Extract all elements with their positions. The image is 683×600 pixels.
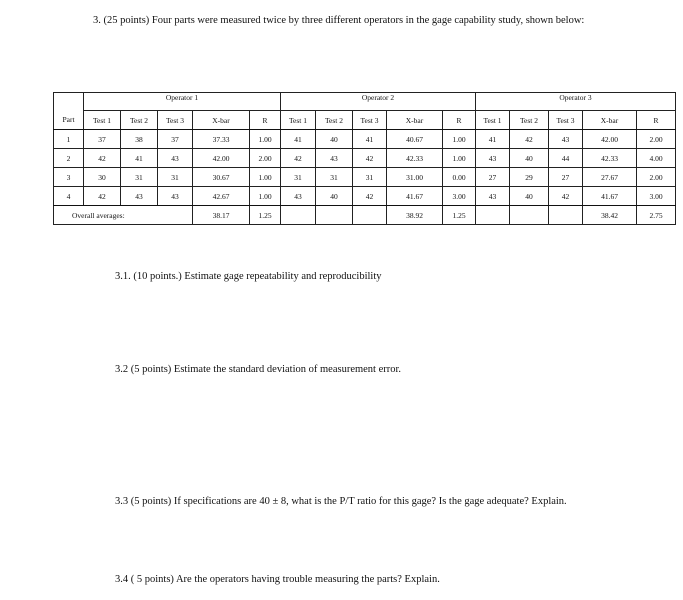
column-header: Test 2 <box>510 111 549 130</box>
table-row <box>54 130 676 149</box>
question-3-4: 3.4 ( 5 points) Are the operators having trouble measuring the parts? Explain. <box>115 574 440 585</box>
table-cell: 41 <box>353 130 387 149</box>
table-cell: 29 <box>510 168 549 187</box>
part-number: 1 <box>54 130 84 149</box>
operator-1-header: Operator 1 <box>84 93 281 111</box>
table-cell: 42 <box>510 130 549 149</box>
table-cell: 40 <box>510 187 549 206</box>
part-number: 4 <box>54 187 84 206</box>
table-cell: 42 <box>84 149 121 168</box>
column-header: Test 1 <box>476 111 510 130</box>
column-header: Test 2 <box>121 111 158 130</box>
table-cell: 1.00 <box>250 187 281 206</box>
empty-cell <box>510 206 549 225</box>
table-cell: 31 <box>353 168 387 187</box>
table-row <box>54 187 676 206</box>
table-cell: 43 <box>316 149 353 168</box>
empty-cell <box>549 206 583 225</box>
table-cell: 42.00 <box>193 149 250 168</box>
column-header-row <box>54 111 676 130</box>
table-cell: 31 <box>121 168 158 187</box>
table-cell: 42.67 <box>193 187 250 206</box>
table-cell: 43 <box>158 149 193 168</box>
table-cell: 44 <box>549 149 583 168</box>
table-cell: 42.33 <box>387 149 443 168</box>
column-header: X-bar <box>193 111 250 130</box>
table-cell: 41 <box>476 130 510 149</box>
table-cell: 2.00 <box>637 168 676 187</box>
operator-1-overall-xbar: 38.17 <box>193 206 250 225</box>
table-cell: 40.67 <box>387 130 443 149</box>
table-cell: 27 <box>476 168 510 187</box>
table-cell: 43 <box>121 187 158 206</box>
table-cell: 42 <box>353 149 387 168</box>
gage-study-table <box>53 92 676 225</box>
table-cell: 3.00 <box>443 187 476 206</box>
table-cell: 27.67 <box>583 168 637 187</box>
table-cell: 37 <box>158 130 193 149</box>
table-cell: 40 <box>316 187 353 206</box>
operator-2-header: Operator 2 <box>281 93 476 111</box>
column-header: R <box>250 111 281 130</box>
column-header: Test 1 <box>84 111 121 130</box>
table-cell: 4.00 <box>637 149 676 168</box>
table-cell: 42.33 <box>583 149 637 168</box>
table-cell: 42 <box>281 149 316 168</box>
empty-cell <box>316 206 353 225</box>
table-cell: 37.33 <box>193 130 250 149</box>
table-cell: 31.00 <box>387 168 443 187</box>
table-row <box>54 168 676 187</box>
operator-2-overall-xbar: 38.92 <box>387 206 443 225</box>
table-cell: 31 <box>158 168 193 187</box>
column-header: R <box>443 111 476 130</box>
operator-3-overall-xbar: 38.42 <box>583 206 637 225</box>
overall-averages-row <box>54 206 676 225</box>
table-cell: 41 <box>121 149 158 168</box>
overall-averages-label: Overall averages: <box>54 206 193 225</box>
table-cell: 1.00 <box>250 168 281 187</box>
table-cell: 40 <box>316 130 353 149</box>
table-cell: 43 <box>281 187 316 206</box>
table-cell: 1.00 <box>443 130 476 149</box>
table-cell: 2.00 <box>637 130 676 149</box>
empty-cell <box>353 206 387 225</box>
table-cell: 1.00 <box>443 149 476 168</box>
table-cell: 2.00 <box>250 149 281 168</box>
column-header: Test 1 <box>281 111 316 130</box>
table-cell: 30.67 <box>193 168 250 187</box>
table-cell: 1.00 <box>250 130 281 149</box>
column-header: X-bar <box>583 111 637 130</box>
operator-header-row <box>54 93 676 111</box>
question-3-1: 3.1. (10 points.) Estimate gage repeatability and reproducibility <box>115 271 382 282</box>
table-cell: 0.00 <box>443 168 476 187</box>
table-cell: 43 <box>158 187 193 206</box>
table-row <box>54 149 676 168</box>
column-header: X-bar <box>387 111 443 130</box>
table-cell: 42.00 <box>583 130 637 149</box>
question-3-2: 3.2 (5 points) Estimate the standard deviation of measurement error. <box>115 364 402 375</box>
operator-1-overall-r: 1.25 <box>250 206 281 225</box>
table-cell: 37 <box>84 130 121 149</box>
empty-cell <box>476 206 510 225</box>
table-cell: 31 <box>281 168 316 187</box>
table-cell: 42 <box>353 187 387 206</box>
table-cell: 43 <box>476 187 510 206</box>
table-cell: 41 <box>281 130 316 149</box>
operator-3-header: Operator 3 <box>476 93 676 111</box>
table-cell: 41.67 <box>387 187 443 206</box>
table-cell: 42 <box>84 187 121 206</box>
column-header: R <box>637 111 676 130</box>
table-cell: 3.00 <box>637 187 676 206</box>
table-cell: 31 <box>316 168 353 187</box>
part-number: 3 <box>54 168 84 187</box>
column-header: Test 3 <box>353 111 387 130</box>
question-3-3: 3.3 (5 points) If specifications are 40 ± 8, what is the P/T ratio for this gage? Is the gage adequate? Explain. <box>115 496 567 507</box>
table-cell: 43 <box>476 149 510 168</box>
table-cell: 40 <box>510 149 549 168</box>
table-cell: 38 <box>121 130 158 149</box>
table-cell: 43 <box>549 130 583 149</box>
table-cell: 30 <box>84 168 121 187</box>
part-number: 2 <box>54 149 84 168</box>
corner-cell <box>54 93 84 111</box>
column-header: Test 3 <box>549 111 583 130</box>
column-header: Test 3 <box>158 111 193 130</box>
column-header: Test 2 <box>316 111 353 130</box>
operator-2-overall-r: 1.25 <box>443 206 476 225</box>
table-cell: 42 <box>549 187 583 206</box>
empty-cell <box>281 206 316 225</box>
part-column-header: Part <box>54 111 84 130</box>
table-cell: 41.67 <box>583 187 637 206</box>
table-cell: 27 <box>549 168 583 187</box>
operator-3-overall-r: 2.75 <box>637 206 676 225</box>
problem-intro: 3. (25 points) Four parts were measured twice by three different operators in the gage capability study, shown below: <box>93 15 585 26</box>
